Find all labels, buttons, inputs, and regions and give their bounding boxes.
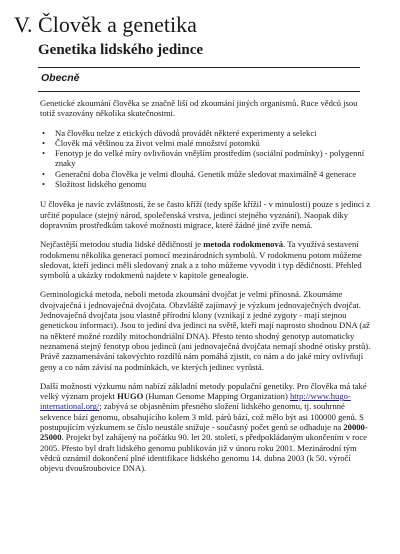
pedigree-text-end: . Ta využívá sestavení rodokmenu několika generací pomocí mezinárodních symbolů. V rodokmenu potom můžeme sledovat, kteří jedinci měli sledovaný znak a z toho můžeme vyvodit i typ dědičnosti. Přehled symbolů a ukázky rodokmenů najdete v kapitole genealogie. [40, 239, 362, 281]
gene-count-estimate: 20000-25000 [40, 422, 368, 443]
constraints-list [40, 128, 372, 190]
list-item: • Složitost lidského genomu [40, 179, 372, 189]
hugo-text-middle: ; zabývá se objasněním přesného složení lidského genomu, tj. souhrnné sekvence bází genomu, obsahujícího kolem 3 mld. párů bází, což mělo být asi 100000 genů. S postupujícím výzkumem se číslo neustále snižuje - současný počet genů se odhaduje na [40, 401, 364, 433]
pedigree-method-term: metoda rodokmenová [203, 239, 284, 250]
body-text [40, 98, 372, 483]
list-item: • Člověk má většinou za život velmi malé množství potomků [40, 138, 372, 148]
list-item: • Na člověku nelze z etických důvodů provádět některé experimenty a selekci [40, 128, 372, 138]
chapter-title: V. Člověk a genetika [14, 12, 197, 37]
top-divider [38, 67, 360, 68]
hugo-text-expansion: (Human Genome Mapping Organization) [143, 391, 290, 402]
pedigree-text-start: Nejčastější metodou studia lidské dědičnosti je [40, 239, 204, 250]
hugo-text-end: . Projekt byl zahájený na počátku 90. let 20. století, s předpokládaným ukončením v roce 2005. Přesto byl draft lidského genomu publikován již v únoru roku 2001. Mezinárodní tým vědců oznámil dokončení plné identifikace lidského genomu 14. dubna 2003 (k 50. výročí objevu dvoušroubovice DNA). [40, 432, 367, 474]
list-item: • Generační doba člověka je velmi dlouhá. Genetik může sledovat maximálně 4 generace [40, 169, 372, 179]
section-subtitle: Genetika lidského jedince [38, 42, 204, 58]
hugo-text-start: Další možnosti výzkumu nám nabízí základní metody populační genetiky. Pro člověka má také velký význam projekt [40, 380, 367, 402]
pedigree-paragraph [40, 239, 372, 280]
twins-paragraph: Geminologická metoda, neboli metoda zkoumání dvojčat je velmi přínosná. Zkoumáme dvojvaječná i jednovaječná dvojčata. Obzvláště zajímavý je výzkum jednovaječných dvojčat. Jednovaječná dvojčata jsou vlastně přírodní klony (vznikají z jedné zygoty - mají stejnou genetickou informaci). Jsou to jediní dva jedinci na světě, kteří mají naprosto shodnou DNA (až na některé možné rozdíly mitochondriální DNA). Přesto tento shodný genotyp automaticky neznamená stejný fenotyp obou jedinců (ani jednovaječná dvojčata nemají shodné otisky prstů). Právě zaznamenávání takovýchto rozdílů nám pomáhá zjistit, co nám a do jaké míry ovlivňují geny a co nám závisí na podmínkách, ve kterých jedinec vyrůstá. [40, 289, 371, 372]
hugo-website-link[interactable]: http://www.hugo-international.org/ [40, 391, 351, 412]
list-item: • Fenotyp je do velké míry ovlivňován vnějším prostředím (sociální podmínky) - polygenní znaky [40, 148, 372, 169]
crossing-paragraph: U člověka je navíc zvláštností, že se často kříží (tedy spíše křížil - v minulosti) pouze s jedinci z určité populace (stejný národ, společenská vrstva, jedinci stejného vyznání). Naopak díky dopravním prostředkům takové možnosti migrace, které žádné jiné zvíře nemá. [40, 199, 371, 230]
intro-paragraph: Genetické zkoumání člověka se značně liší od zkoumání jiných organismů. Ruce vědců jsou totiž svazovány několika skutečnostmi. [40, 98, 358, 119]
hugo-paragraph [40, 381, 372, 474]
hugo-term: HUGO [117, 391, 144, 402]
section-divider [38, 91, 360, 92]
section-heading: Obecně [41, 72, 80, 84]
